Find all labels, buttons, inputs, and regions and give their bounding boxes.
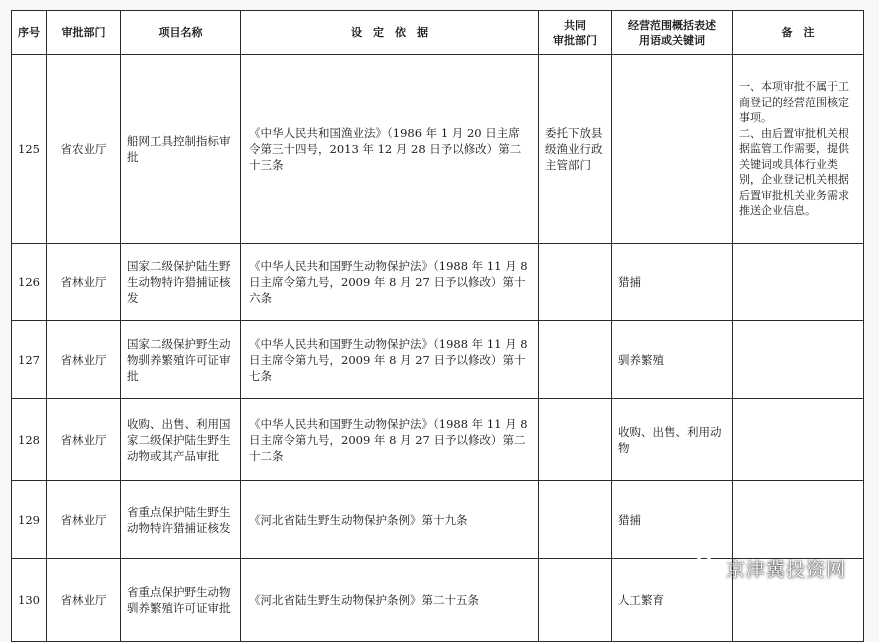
wechat-icon	[694, 555, 720, 582]
header-keyword-line2: 用语或关键词	[639, 33, 705, 47]
row-dept: 省林业厅	[47, 559, 121, 642]
header-note: 备 注	[733, 11, 864, 55]
row-no: 129	[12, 481, 47, 559]
header-joint	[539, 11, 612, 55]
header-keyword-line1: 经营范围概括表述	[628, 18, 716, 32]
row-keyword: 猎捕	[612, 244, 733, 321]
watermark-text: 京津冀投资网	[726, 558, 847, 581]
table-row	[12, 55, 864, 244]
row-joint-dept	[539, 244, 612, 321]
row-joint-dept: 委托下放县级渔业行政主管部门	[539, 55, 612, 244]
row-item-name: 国家二级保护野生动物驯养繁殖许可证审批	[121, 321, 241, 399]
row-dept: 省林业厅	[47, 321, 121, 399]
row-item-name: 省重点保护野生动物驯养繁殖许可证审批	[121, 559, 241, 642]
row-basis: 《中华人民共和国渔业法》（1986 年 1 月 20 日主席令第三十四号，2013 年 12 月 28 日予以修改）第二十三条	[241, 55, 539, 244]
row-item-name: 省重点保护陆生野生动物特许猎捕证核发	[121, 481, 241, 559]
row-note-line1: 一、本项审批不属于工商登记的经营范围核定事项。	[739, 80, 849, 125]
header-no: 序号	[12, 11, 47, 55]
row-joint-dept	[539, 481, 612, 559]
row-no: 130	[12, 559, 47, 642]
table-header-row	[12, 11, 864, 55]
header-joint-line1: 共同	[564, 18, 586, 32]
row-keyword: 猎捕	[612, 481, 733, 559]
row-dept: 省林业厅	[47, 399, 121, 481]
row-keyword: 人工繁育	[612, 559, 733, 642]
header-basis: 设 定 依 据	[241, 11, 539, 55]
row-joint-dept	[539, 321, 612, 399]
row-joint-dept	[539, 559, 612, 642]
header-keyword	[612, 11, 733, 55]
row-basis: 《中华人民共和国野生动物保护法》（1988 年 11 月 8 日主席令第九号，2009 年 8 月 27 日予以修改）第十七条	[241, 321, 539, 399]
row-note-line2: 二、由后置审批机关根据监管工作需要，提供关键词或具体行业类别，企业登记机关根据后置审批机关业务需求推送企业信息。	[739, 126, 849, 218]
row-keyword: 收购、出售、利用动物	[612, 399, 733, 481]
row-basis: 《中华人民共和国野生动物保护法》（1988 年 11 月 8 日主席令第九号，2009 年 8 月 27 日予以修改）第二十二条	[241, 399, 539, 481]
row-basis: 《河北省陆生野生动物保护条例》第十九条	[241, 481, 539, 559]
row-no: 125	[12, 55, 47, 244]
approval-items-table	[11, 10, 864, 642]
row-item-name: 收购、出售、利用国家二级保护陆生野生动物或其产品审批	[121, 399, 241, 481]
row-note	[733, 399, 864, 481]
row-no: 128	[12, 399, 47, 481]
table-row	[12, 481, 864, 559]
row-no: 126	[12, 244, 47, 321]
row-no: 127	[12, 321, 47, 399]
row-dept: 省林业厅	[47, 244, 121, 321]
row-dept: 省农业厅	[47, 55, 121, 244]
header-dept: 审批部门	[47, 11, 121, 55]
row-item-name: 船网工具控制指标审批	[121, 55, 241, 244]
row-joint-dept	[539, 399, 612, 481]
row-keyword	[612, 55, 733, 244]
watermark	[694, 553, 846, 583]
row-dept: 省林业厅	[47, 481, 121, 559]
table-row	[12, 399, 864, 481]
row-note	[733, 55, 864, 244]
row-item-name: 国家二级保护陆生野生动物特许猎捕证核发	[121, 244, 241, 321]
row-note	[733, 321, 864, 399]
table-row	[12, 244, 864, 321]
header-joint-line2: 审批部门	[553, 33, 597, 47]
row-basis: 《河北省陆生野生动物保护条例》第二十五条	[241, 559, 539, 642]
row-basis: 《中华人民共和国野生动物保护法》（1988 年 11 月 8 日主席令第九号，2009 年 8 月 27 日予以修改）第十六条	[241, 244, 539, 321]
header-name: 项目名称	[121, 11, 241, 55]
row-note	[733, 244, 864, 321]
row-keyword: 驯养繁殖	[612, 321, 733, 399]
row-note	[733, 481, 864, 559]
table-row	[12, 321, 864, 399]
